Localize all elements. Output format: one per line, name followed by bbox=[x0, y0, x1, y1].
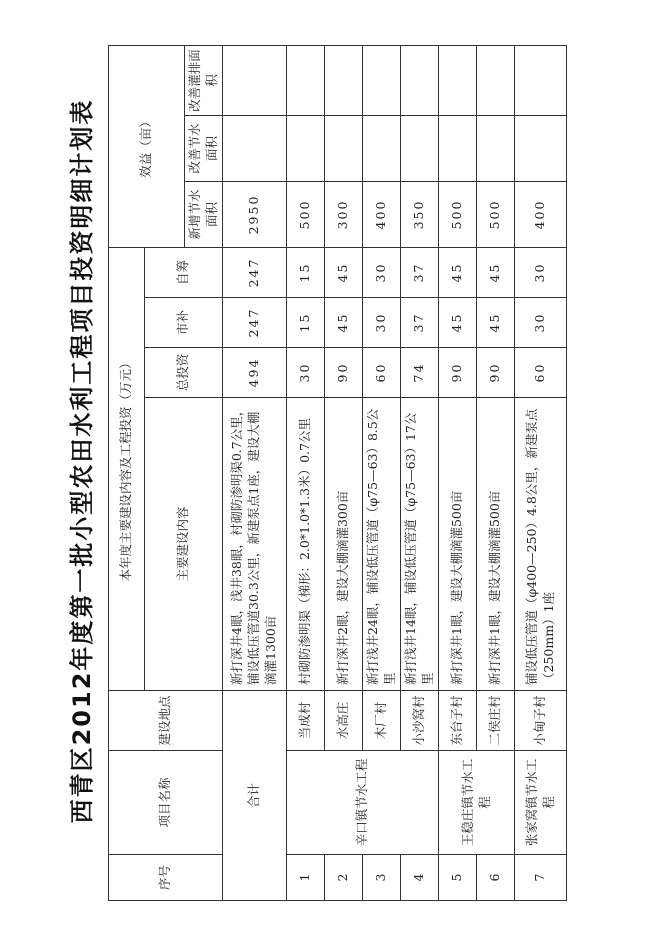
row-total: 74 bbox=[401, 348, 439, 398]
total-city: 247 bbox=[223, 298, 287, 348]
table-row bbox=[287, 45, 325, 900]
header-benefit-group: 效益（亩） bbox=[109, 45, 185, 247]
row-self: 30 bbox=[363, 247, 401, 297]
row-city: 37 bbox=[401, 298, 439, 348]
row-total: 90 bbox=[325, 348, 363, 398]
total-total: 494 bbox=[223, 348, 287, 398]
row-new-water: 500 bbox=[439, 181, 477, 247]
row-location: 东台子村 bbox=[439, 691, 477, 751]
row-improve-irrig bbox=[439, 45, 477, 115]
row-content: 新打深井1眼，建设大棚滴灌500亩 bbox=[477, 398, 515, 691]
row-new-water: 500 bbox=[287, 181, 325, 247]
row-content: 铺设低压管道（φ400—250）4.8公里，新建泵点（250mm）1座 bbox=[515, 398, 567, 691]
row-improve-water bbox=[401, 115, 439, 181]
row-seq: 1 bbox=[287, 855, 325, 901]
row-location: 水高庄 bbox=[325, 691, 363, 751]
row-city: 45 bbox=[325, 298, 363, 348]
investment-table bbox=[108, 45, 567, 901]
row-project: 辛口镇节水工程 bbox=[287, 751, 439, 855]
header-new-water: 新增节水面积 bbox=[185, 181, 223, 247]
header-total: 总投资 bbox=[145, 348, 223, 398]
row-seq: 2 bbox=[325, 855, 363, 901]
row-new-water: 350 bbox=[401, 181, 439, 247]
table-row bbox=[439, 45, 477, 900]
row-seq: 3 bbox=[363, 855, 401, 901]
table-row bbox=[515, 45, 567, 900]
row-new-water: 400 bbox=[515, 181, 567, 247]
row-city: 30 bbox=[515, 298, 567, 348]
header-self: 自筹 bbox=[145, 247, 223, 297]
row-self: 45 bbox=[325, 247, 363, 297]
row-project: 张家窝镇节水工程 bbox=[515, 751, 567, 855]
header-project: 项目名称 bbox=[109, 751, 223, 855]
row-improve-irrig bbox=[477, 45, 515, 115]
total-improve-water bbox=[223, 115, 287, 181]
header-seq: 序号 bbox=[109, 855, 223, 901]
row-seq: 4 bbox=[401, 855, 439, 901]
row-new-water: 400 bbox=[363, 181, 401, 247]
row-content: 村砌防渗明渠（梯形：2.0*1.0*1.3米）0.7公里 bbox=[287, 398, 325, 691]
total-improve-irrig bbox=[223, 45, 287, 115]
row-location: 小沙窝村 bbox=[401, 691, 439, 751]
header-investment-group: 本年度主要建设内容及工程投资（万元） bbox=[109, 247, 145, 690]
row-improve-water bbox=[439, 115, 477, 181]
header-location: 建设地点 bbox=[109, 691, 223, 751]
row-improve-irrig bbox=[515, 45, 567, 115]
row-city: 30 bbox=[363, 298, 401, 348]
row-improve-irrig bbox=[325, 45, 363, 115]
header-content: 主要建设内容 bbox=[145, 398, 223, 691]
row-city: 45 bbox=[477, 298, 515, 348]
row-total: 90 bbox=[477, 348, 515, 398]
row-new-water: 300 bbox=[325, 181, 363, 247]
row-self: 45 bbox=[477, 247, 515, 297]
total-self: 247 bbox=[223, 247, 287, 297]
page-title: 西青区2012年度第一批小型农田水利工程项目投资明细计划表 bbox=[68, 98, 96, 824]
row-location: 小甸子村 bbox=[515, 691, 567, 751]
total-label: 合计 bbox=[223, 691, 287, 901]
row-content: 新打深井2眼，建设大棚滴灌300亩 bbox=[325, 398, 363, 691]
total-new-water: 2950 bbox=[223, 181, 287, 247]
row-content: 新打深井1眼，建设大棚滴灌500亩 bbox=[439, 398, 477, 691]
row-improve-irrig bbox=[401, 45, 439, 115]
row-location: 木厂村 bbox=[363, 691, 401, 751]
row-improve-irrig bbox=[363, 45, 401, 115]
row-total: 30 bbox=[287, 348, 325, 398]
row-seq: 7 bbox=[515, 855, 567, 901]
row-self: 15 bbox=[287, 247, 325, 297]
row-project: 王稳庄镇节水工程 bbox=[439, 751, 515, 855]
row-new-water: 500 bbox=[477, 181, 515, 247]
row-city: 45 bbox=[439, 298, 477, 348]
row-self: 37 bbox=[401, 247, 439, 297]
row-seq: 6 bbox=[477, 855, 515, 901]
row-improve-water bbox=[515, 115, 567, 181]
row-city: 15 bbox=[287, 298, 325, 348]
row-content: 新打浅井14眼，铺设低压管道（φ75—63）17公里 bbox=[401, 398, 439, 691]
row-self: 30 bbox=[515, 247, 567, 297]
header-improve-irrig: 改善灌排面积 bbox=[185, 45, 223, 115]
header-improve-water: 改善节水面积 bbox=[185, 115, 223, 181]
row-self: 45 bbox=[439, 247, 477, 297]
row-seq: 5 bbox=[439, 855, 477, 901]
header-city: 市补 bbox=[145, 298, 223, 348]
row-improve-water bbox=[287, 115, 325, 181]
total-row bbox=[223, 45, 287, 900]
row-total: 90 bbox=[439, 348, 477, 398]
row-total: 60 bbox=[515, 348, 567, 398]
row-improve-irrig bbox=[287, 45, 325, 115]
total-content: 新打深井4眼，浅井38眼，衬砌防渗明渠0.7公里，铺设低压管道30.3公里，新建泵点1座，建设大棚滴灌1300亩 bbox=[223, 398, 287, 691]
row-content: 新打浅井24眼，铺设低压管道（φ75—63）8.5公里 bbox=[363, 398, 401, 691]
row-location: 当成村 bbox=[287, 691, 325, 751]
row-total: 60 bbox=[363, 348, 401, 398]
row-improve-water bbox=[325, 115, 363, 181]
row-improve-water bbox=[477, 115, 515, 181]
row-location: 二侯庄村 bbox=[477, 691, 515, 751]
row-improve-water bbox=[363, 115, 401, 181]
